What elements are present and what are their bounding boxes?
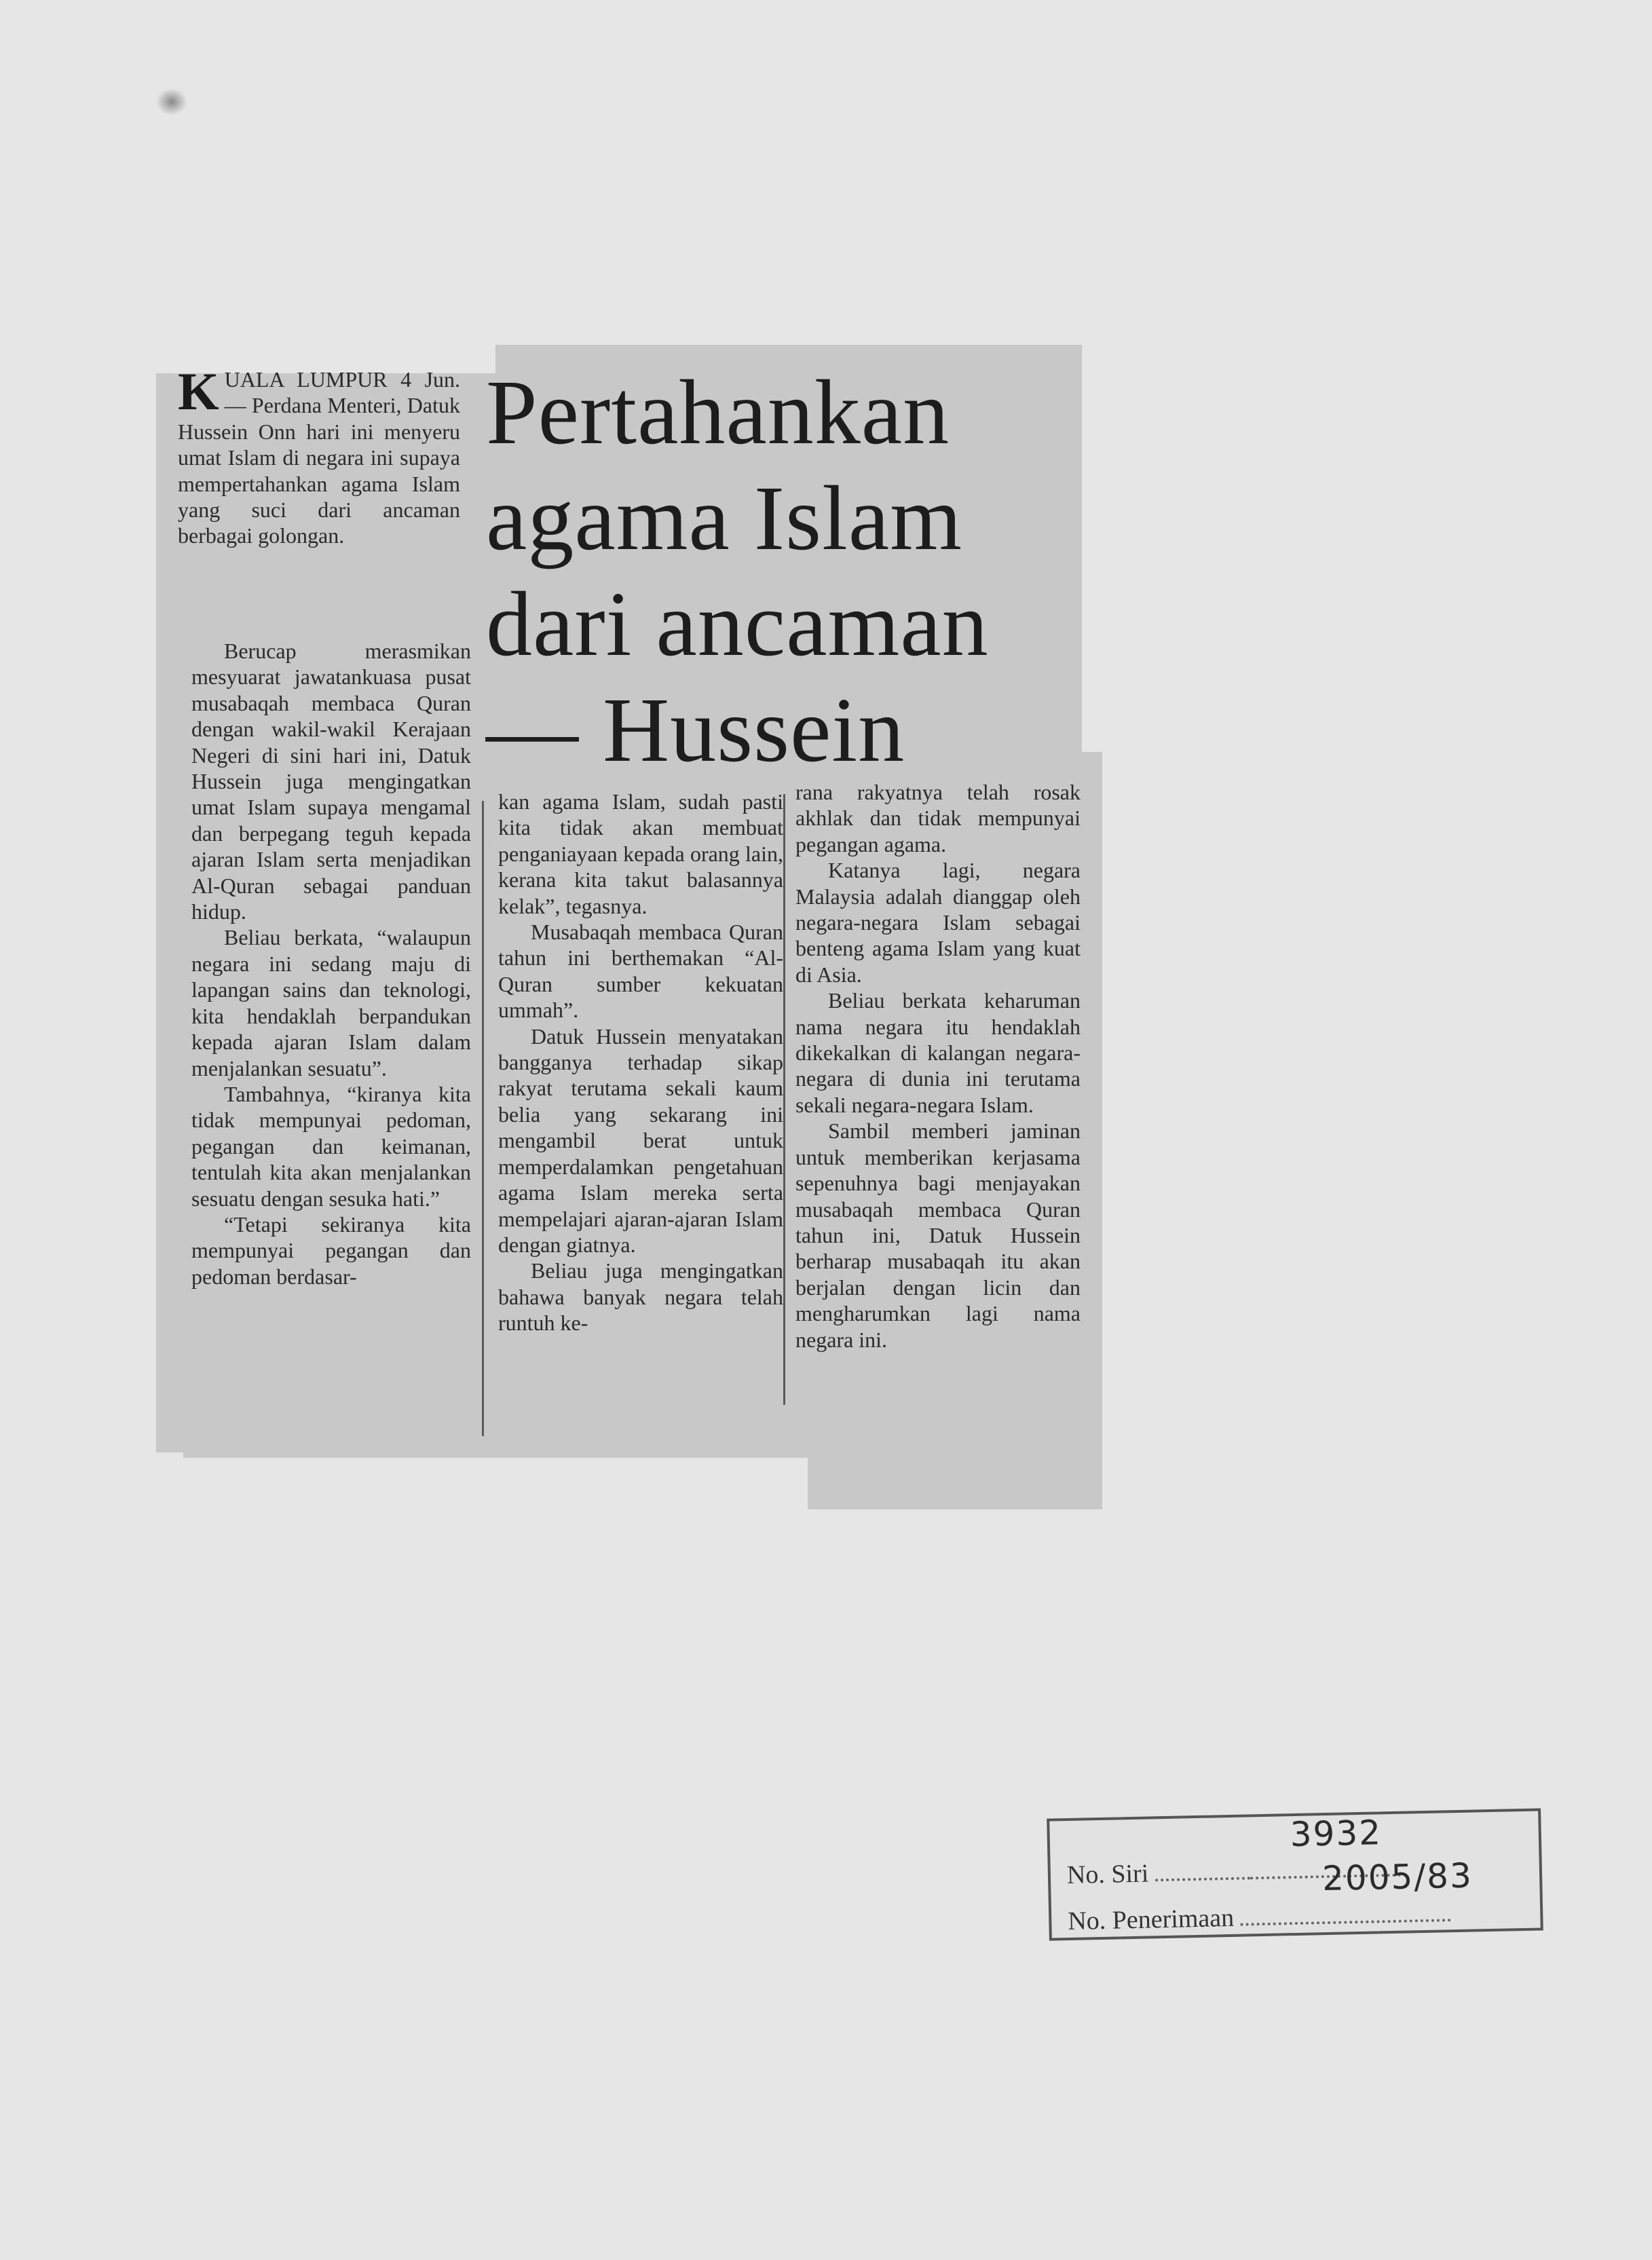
article-lead [178, 362, 460, 549]
article-column-3 [795, 779, 1081, 1353]
paragraph: kan agama Islam, sudah pasti kita tidak akan membuat penganiayaan kepada orang lain, kerana kita takut balasannya kelak”, tegasnya. [498, 789, 783, 918]
article-headline [486, 360, 1070, 783]
paragraph: Beliau berkata, “walaupun negara ini sedang maju di lapangan sains dan teknologi, kita hendaklah berpandukan kepada ajaran Islam dalam menjalankan sesuatu”. [191, 925, 471, 1080]
headline-line: agama Islam [486, 468, 963, 569]
paragraph: Musabaqah membaca Quran tahun ini berthemakan “Al-Quran sumber kekuatan ummah”. [498, 920, 783, 1023]
dropcap: K [178, 362, 219, 421]
paragraph: Berucap merasmikan mesyuarat jawatankuasa pusat musabaqah membaca Quran dengan wakil-wakil Kerajaan Negeri di sini hari ini, Datuk Hussein juga mengingatkan umat Islam supaya mengamal dan berpegang teguh kepada ajaran Islam serta menjadikan Al-Quran sebagai panduan hidup. [191, 639, 471, 924]
dotted-line [1241, 1913, 1451, 1925]
paragraph: Beliau berkata keharuman nama negara itu hendaklah dikekalkan di kalangan negara-negara di dunia ini terutama sekali negara-negara Islam. [795, 988, 1081, 1117]
paragraph: rana rakyatnya telah rosak akhlak dan tidak mempunyai pegangan agama. [795, 780, 1081, 856]
stamp-siri-label: No. Siri [1066, 1859, 1149, 1890]
article-column-1 [191, 638, 471, 1289]
paragraph: Beliau juga mengingatkan bahawa banyak negara telah runtuh ke- [498, 1258, 783, 1336]
column-divider [482, 801, 484, 1436]
archive-stamp [1047, 1808, 1543, 1940]
lead-text: UALA LUMPUR 4 Jun. — Perdana Menteri, Datuk Hussein Onn hari ini menyeru umat Islam di negara ini supaya mempertahankan agama Islam yang suci dari ancaman berbagai golongan. [178, 367, 460, 548]
article-column-2 [498, 789, 783, 1336]
paragraph: Sambil memberi jaminan untuk memberikan kerjasama sepenuhnya bagi menjayakan musabaqah membaca Quran tahun ini, Datuk Hussein berharap musabaqah itu akan berjalan dengan licin dan mengharumkan lagi nama negara ini. [795, 1118, 1081, 1352]
page-stain [156, 88, 187, 115]
paragraph: Katanya lagi, negara Malaysia adalah dianggap oleh negara-negara Islam sebagai benteng agama Islam yang kuat di Asia. [795, 858, 1081, 987]
column-divider [783, 794, 785, 1405]
handwritten-penerimaan-number: 2005/83 [1321, 1856, 1473, 1899]
paragraph: “Tetapi sekiranya kita mempunyai pegangan dan pedoman berdasar- [191, 1211, 471, 1289]
paragraph: Tambahnya, “kiranya kita tidak mempunyai pedoman, pegangan dan keimanan, tentulah kita akan menjalankan sesuatu dengan sesuka hati.” [191, 1081, 471, 1211]
stamp-penerimaan-label: No. Penerimaan [1067, 1903, 1235, 1936]
stamp-penerimaan-row [1068, 1898, 1451, 1936]
headline-line: dari ancaman [486, 573, 989, 675]
headline-line: Pertahankan [486, 362, 950, 464]
headline-line: — Hussein [486, 679, 905, 781]
handwritten-siri-number: 3932 [1290, 1813, 1383, 1855]
dotted-line [1155, 1871, 1250, 1881]
paragraph: Datuk Hussein menyatakan bangganya terhadap sikap rakyat terutama sekali kaum belia yang sekarang ini mengambil berat untuk memperdalamkan pengetahuan agama Islam mereka serta mempelajari ajaran-ajaran Islam dengan giatnya. [498, 1023, 783, 1257]
